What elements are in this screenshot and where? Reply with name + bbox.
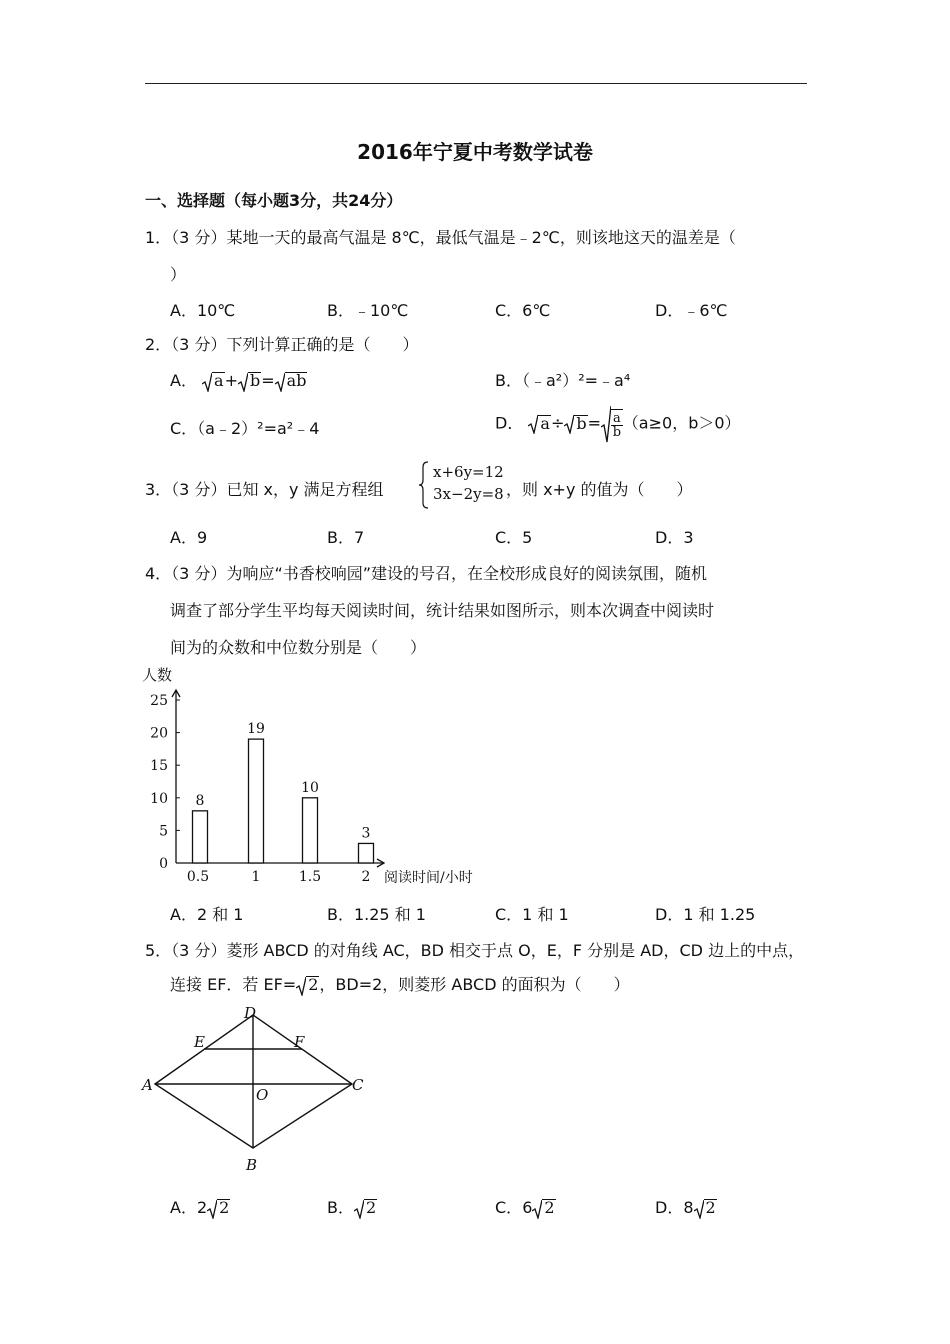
header-rule — [145, 83, 807, 84]
equation-2: 3x−2y=8 — [433, 485, 504, 503]
sqrt-symbol: 2 — [532, 1198, 555, 1219]
q2-a-label: A． — [170, 371, 197, 390]
q1-stem-line2: ） — [170, 265, 187, 284]
q2-option-d: D． a÷ b= $\frac{a}{b}$ （a≥0，b＞0） — [495, 405, 741, 443]
q5-option-c: C．6 2 — [495, 1198, 555, 1218]
sqrt-symbol: 2 — [296, 975, 319, 996]
q1-option-c: C．6℃ — [495, 301, 551, 320]
sqrt-symbol: ab — [275, 371, 308, 392]
bar — [303, 798, 318, 863]
q5-stem-line1: 5．（3 分）菱形 ABCD 的对角线 AC，BD 相交于点 O，E，F 分别是 AD，CD 边上的中点， — [145, 941, 805, 960]
q4-option-c: C．1 和 1 — [495, 905, 569, 924]
q4-stem-line2: 调查了部分学生平均每天阅读时间，统计结果如图所示，则本次调查中阅读时 — [170, 601, 715, 620]
q5-stem-line2: 连接 EF．若 EF= 2，BD=2，则菱形 ABCD 的面积为（ ） — [170, 975, 630, 995]
y-axis-label: 人数 — [142, 666, 173, 684]
reading-time-bar-chart — [140, 660, 500, 890]
label-o: O — [256, 1086, 269, 1104]
q3-stem-post: ，则 x+y 的值为（ ） — [506, 480, 693, 499]
q3-option-c: C．5 — [495, 528, 533, 547]
q3-option-a: A．9 — [170, 528, 208, 547]
q4-stem-line1: 4．（3 分）为响应“书香校响园”建设的号召，在全校形成良好的阅读氛围，随机 — [145, 564, 708, 583]
q1-stem-line1: 1．（3 分）某地一天的最高气温是 8℃，最低气温是﹣2℃，则该地这天的温差是（ — [145, 228, 736, 247]
x-tick-label: 1 — [251, 869, 261, 885]
sqrt-symbol: a — [528, 414, 551, 435]
equation-system — [423, 461, 504, 505]
label-e: E — [194, 1033, 205, 1051]
q3-option-b: B．7 — [327, 528, 365, 547]
q1-option-b: B．﹣10℃ — [327, 301, 409, 320]
y-tick-label: 25 — [150, 693, 168, 709]
q2-stem: 2．（3 分）下列计算正确的是（ ） — [145, 335, 419, 354]
y-tick-label: 20 — [150, 725, 168, 742]
label-a: A — [142, 1076, 153, 1094]
q4-option-d: D．1 和 1.25 — [655, 905, 756, 924]
q2-option-c: C．（a﹣2）²=a²﹣4 — [170, 419, 320, 438]
q5-option-b: B． 2 — [327, 1198, 377, 1218]
bar — [249, 739, 264, 863]
bar-value-label: 10 — [301, 779, 319, 796]
q4-stem-line3: 间为的众数和中位数分别是（ ） — [170, 638, 427, 657]
sqrt-symbol: b — [564, 414, 587, 435]
q4-option-a: A．2 和 1 — [170, 905, 244, 924]
bar — [359, 843, 374, 863]
q2-d-label: D． — [495, 413, 524, 433]
x-axis-label: 阅读时间/小时 — [384, 870, 473, 886]
x-tick-label: 0.5 — [186, 869, 210, 885]
label-c: C — [352, 1076, 364, 1094]
page-title: 2016年宁夏中考数学试卷 — [357, 140, 593, 164]
sqrt-symbol: b — [238, 371, 261, 392]
y-tick-label: 15 — [150, 758, 168, 775]
sqrt-symbol: 2 — [207, 1198, 230, 1219]
q3-option-d: D．3 — [655, 528, 694, 547]
sqrt-fraction: $\frac{a}{b}$ — [601, 405, 623, 443]
q5-option-d: D．8 2 — [655, 1198, 716, 1218]
bar — [193, 811, 208, 863]
label-b: B — [246, 1156, 258, 1173]
y-tick-label: 0 — [159, 856, 168, 872]
bar-value-label: 3 — [361, 825, 371, 842]
q1-option-d: D．﹣6℃ — [655, 301, 728, 320]
q4-option-b: B．1.25 和 1 — [327, 905, 426, 924]
sqrt-symbol: 2 — [694, 1198, 717, 1219]
bar-value-label: 8 — [195, 792, 205, 809]
q5-option-a: A．2 2 — [170, 1198, 230, 1218]
q2-option-a: A． a+ b= ab — [170, 371, 307, 391]
y-tick-label: 10 — [150, 790, 168, 807]
label-f: F — [294, 1033, 305, 1051]
q3-stem-pre: 3．（3 分）已知 x，y 满足方程组 — [145, 480, 384, 499]
y-tick-label: 5 — [159, 823, 168, 840]
q2-option-b: B．（﹣a²）²=﹣a⁴ — [495, 371, 631, 390]
q1-option-a: A．10℃ — [170, 301, 236, 320]
equation-1: x+6y=12 — [433, 463, 504, 481]
sqrt-symbol: 2 — [354, 1198, 377, 1219]
x-tick-label: 2 — [361, 869, 371, 885]
section-heading: 一、选择题（每小题3分，共24分） — [145, 191, 403, 210]
x-tick-label: 1.5 — [298, 869, 322, 885]
rhombus-diagram — [140, 1003, 380, 1173]
sqrt-symbol: a — [202, 371, 225, 392]
label-d: D — [244, 1004, 257, 1022]
bar-value-label: 19 — [247, 721, 265, 738]
